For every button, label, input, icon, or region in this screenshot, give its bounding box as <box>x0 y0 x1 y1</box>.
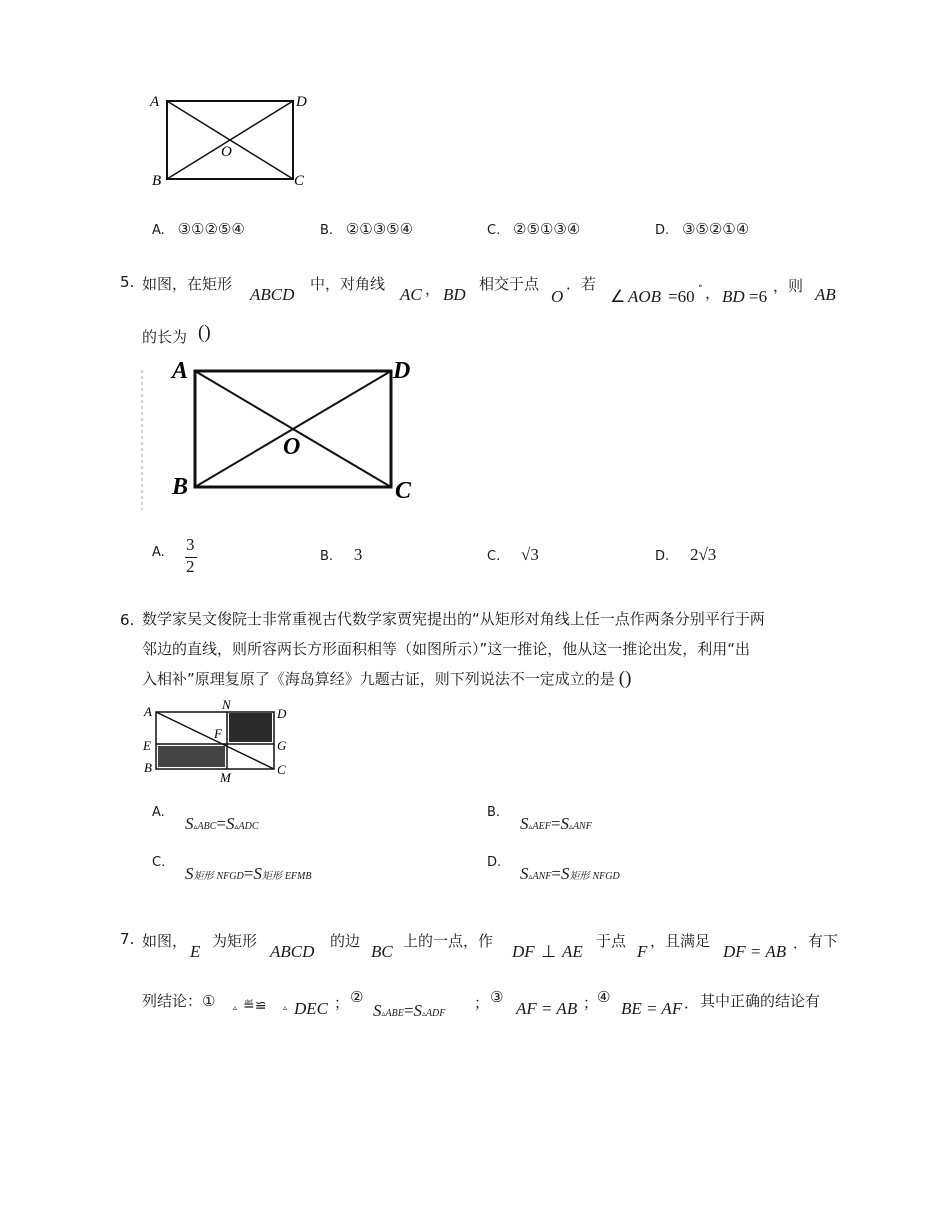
q5-fig-label-d: D <box>393 358 411 384</box>
q7-triangle: ▵ <box>233 1003 238 1012</box>
formula-abe: ABE <box>385 1008 404 1019</box>
q7-line2-text: 列结论：① <box>142 992 216 1010</box>
q7-math-beaf: BE = AF <box>621 999 683 1018</box>
q7-text: ； <box>474 994 490 1012</box>
q7-math-dec: DEC <box>294 999 328 1018</box>
option-label: B. <box>320 223 334 238</box>
q5-text: ，则 <box>773 277 804 295</box>
q4-fig-label-c: C <box>294 173 305 189</box>
fraction-numerator: 3 <box>186 535 195 554</box>
q7-text: 的边 <box>330 932 361 950</box>
formula-eq: = <box>403 1001 414 1020</box>
option-label: D. <box>655 549 670 564</box>
option-label: C. <box>487 223 501 238</box>
q7-text: 如图， <box>142 932 188 950</box>
q4-option-b[interactable] <box>320 220 413 238</box>
formula-rhs: ANF <box>572 821 592 832</box>
q4-fig-label-d: D <box>296 94 307 110</box>
q5-math-eq6: =6 <box>749 287 768 306</box>
q4-option-c[interactable] <box>487 220 580 238</box>
q5-option-c[interactable] <box>487 545 539 565</box>
q7-text: ． <box>793 934 809 952</box>
option-prefix: 2 <box>689 545 699 564</box>
option-formula: S▵ABC=S▵ADC <box>185 814 259 833</box>
q4-rectangle-figure <box>145 88 320 193</box>
option-label: D. <box>487 855 502 870</box>
option-text: ②⑤①③④ <box>513 220 581 238</box>
formula-lhs: ANF <box>532 871 552 882</box>
q7-math-bc: BC <box>371 942 393 961</box>
formula-rhs-zh: 矩形 <box>569 871 590 882</box>
q6-line2: 邻边的直线，则所容两长方形面积相等（如图所示）”这一推论，他从这一推论出发，利用“出 <box>142 640 751 658</box>
q5-number: 5. <box>120 273 135 291</box>
q5-fig-label-b: B <box>172 474 189 500</box>
q6-fig-label-g: G <box>277 738 287 753</box>
q5-option-b[interactable] <box>320 545 362 565</box>
q5-text: 中，对角线 <box>310 275 386 293</box>
q5-math-o: O <box>551 287 564 306</box>
formula-rhs: NFGD <box>592 871 620 882</box>
q7-text: 于点 <box>596 932 627 950</box>
q7-math-dfab: DF = AB <box>723 942 787 961</box>
sqrt-value: √3 <box>521 545 539 564</box>
q6-line3 <box>142 664 840 694</box>
option-label: A. <box>152 545 165 560</box>
q6-number: 6. <box>120 611 135 629</box>
formula-rhs-zh: 矩形 <box>261 871 282 882</box>
q7-text: ，且满足 <box>650 932 711 950</box>
q5-math-abcd: ABCD <box>250 285 295 304</box>
q6-rectangle-figure <box>140 700 295 785</box>
q7-text: 为矩形 <box>212 932 258 950</box>
option-formula: S矩形 NFGD=S矩形 EFMB <box>185 864 312 883</box>
formula-s: S <box>413 1001 422 1020</box>
option-label: C. <box>152 855 166 870</box>
q5-text: ．若 <box>566 275 597 293</box>
q5-text: ， <box>425 280 441 298</box>
q5-fig-label-a: A <box>172 358 189 384</box>
q7-formula-2: S▵ABE=S▵ADF <box>373 1001 446 1020</box>
q5-math-ac: AC <box>400 285 422 304</box>
fraction-denominator: 2 <box>186 557 195 576</box>
q5-fig-label-o: O <box>283 434 301 460</box>
q7-circle-3: ③ <box>490 988 504 1006</box>
formula-s: S <box>373 1001 382 1020</box>
formula-adf: ADF <box>425 1008 446 1019</box>
q7-congruent: ≝≌ <box>243 998 267 1014</box>
q6-fig-label-n: N <box>222 700 231 712</box>
q6-line1: 数学家吴文俊院士非常重视古代数学家贾宪提出的“从矩形对角线上任一点作两条分别平行于两 <box>142 610 765 628</box>
q6-fig-label-c: C <box>277 762 286 777</box>
option-formula: S▵ANF=S矩形 NFGD <box>520 864 620 883</box>
q5-text-line2: 的长为 <box>142 328 188 346</box>
q7-circle-4: ④ <box>597 988 611 1006</box>
q7-math-abcd: ABCD <box>270 942 315 961</box>
formula-lhs: ABC <box>197 821 217 832</box>
q7-text: ； <box>334 994 350 1012</box>
q7-triangle: ▵ <box>283 1003 288 1012</box>
option-text: ②①③⑤④ <box>345 220 414 238</box>
q6-option-d[interactable] <box>487 855 787 889</box>
formula-lhs: NFGD <box>216 871 244 882</box>
q5-text: ， <box>705 284 721 302</box>
q6-fig-label-b: B <box>144 760 152 775</box>
option-text: ③⑤②①④ <box>681 220 750 238</box>
q5-text: 相交于点 <box>479 275 540 293</box>
q4-fig-label-o: O <box>221 144 232 160</box>
q5-math-bd: BD <box>443 285 466 304</box>
q7-number: 7. <box>120 930 135 948</box>
q5-angle-symbol: ∠ <box>610 287 626 306</box>
q6-fig-label-m: M <box>220 770 231 785</box>
formula-rhs: ADC <box>238 821 259 832</box>
q6-line3-text: 入相补”原理复原了《海岛算经》九题古证，则下列说法不一定成立的是 <box>142 670 615 688</box>
q4-option-d[interactable] <box>655 220 749 238</box>
formula-lhs: AEF <box>532 821 551 832</box>
q7-math-df: DF <box>512 942 535 961</box>
q7-math-f: F <box>637 942 648 961</box>
q5-degree: ° <box>698 284 703 294</box>
option-label: A. <box>152 805 165 820</box>
q4-fig-label-b: B <box>152 173 162 189</box>
q4-fig-label-a: A <box>150 94 160 110</box>
q6-option-c[interactable] <box>152 855 452 889</box>
q6-fig-label-a: A <box>144 704 152 719</box>
q7-tail-text: 其中正确的结论有 <box>700 992 821 1010</box>
q7-text: 有下 <box>808 932 839 950</box>
q6-fig-label-f: F <box>214 726 222 741</box>
option-text: ③①②⑤④ <box>177 220 245 238</box>
option-label: B. <box>487 805 501 820</box>
q7-circle-2: ② <box>350 988 364 1006</box>
q4-option-a[interactable] <box>152 220 245 238</box>
q5-math-bd2: BD <box>722 287 745 306</box>
option-label: A. <box>152 223 165 238</box>
q5-option-d[interactable] <box>655 545 716 565</box>
q5-math-eq60: =60 <box>668 287 695 306</box>
q7-text: ． <box>684 994 700 1012</box>
q5-paren: () <box>198 322 211 343</box>
q7-math-e: E <box>190 942 201 961</box>
q6-fig-label-d: D <box>277 706 287 721</box>
q6-fig-label-e: E <box>143 738 151 753</box>
q7-math-afab: AF = AB <box>516 999 578 1018</box>
q6-option-b[interactable] <box>487 805 787 839</box>
option-label: C. <box>487 549 501 564</box>
q5-fig-label-c: C <box>395 478 412 504</box>
option-value: 3 <box>353 545 363 564</box>
option-formula: S▵AEF=S▵ANF <box>520 814 592 833</box>
q7-text: ； <box>583 994 599 1012</box>
option-label: D. <box>655 223 670 238</box>
q5-math-ab: AB <box>815 285 836 304</box>
option-label: B. <box>320 549 334 564</box>
q6-option-a[interactable] <box>152 805 452 839</box>
q7-text: 上的一点，作 <box>403 932 494 950</box>
formula-lhs-zh: 矩形 <box>193 871 214 882</box>
q7-math-perp: ⊥ <box>537 942 561 961</box>
formula-rhs: EFMB <box>284 871 312 882</box>
q7-math-ae: AE <box>562 942 583 961</box>
q6-paren: () <box>618 668 632 689</box>
sqrt-value: √3 <box>698 545 717 564</box>
q6-stem <box>142 604 840 694</box>
q5-rectangle-figure <box>140 352 425 512</box>
q5-math-aob: AOB <box>628 287 662 306</box>
q5-text: 如图，在矩形 <box>142 275 233 293</box>
